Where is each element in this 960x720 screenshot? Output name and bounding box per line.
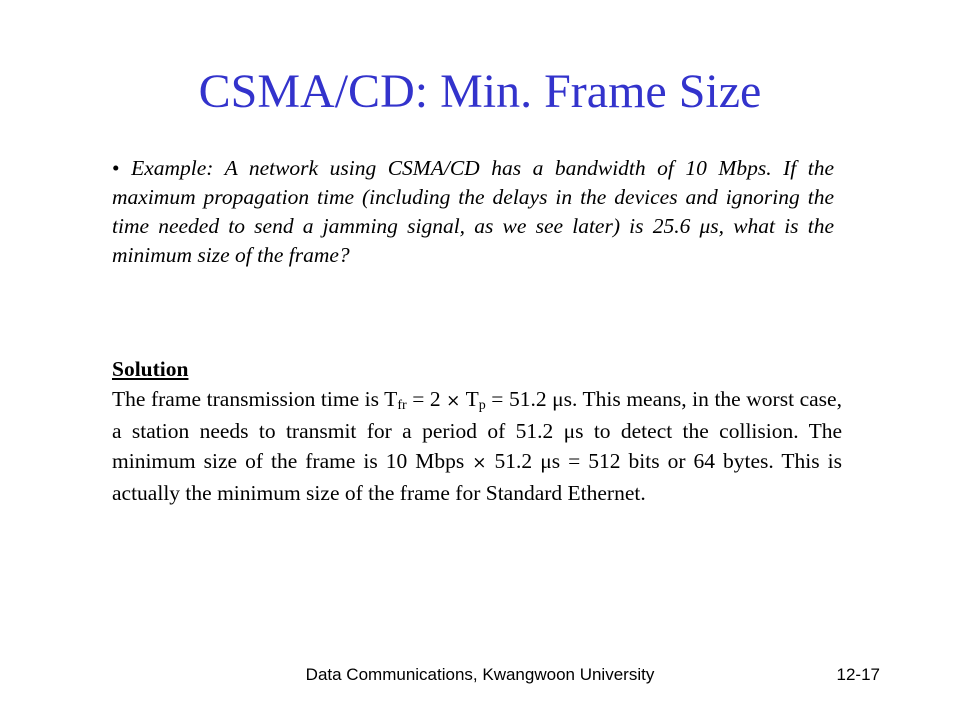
solution-body — [112, 384, 842, 508]
solution-text-4: = 51.2 μs. This means, in the worst case, a station needs to transmit for a period of 51.2 μs to detect the collision. The minimum size of the frame is 10 Mbps — [112, 387, 842, 473]
solution-text-5: 51.2 μs = 512 bits or 64 bytes. This is actually the minimum size of the frame for Standard Ethernet. — [112, 449, 842, 505]
solution-text-1: The frame transmission time is T — [112, 387, 398, 411]
example-paragraph — [112, 154, 834, 270]
solution-block — [112, 354, 842, 508]
footer-page-number: 12-17 — [836, 665, 880, 684]
bullet-icon: • — [112, 156, 120, 180]
solution-heading: Solution — [112, 357, 189, 381]
subscript-p: p — [478, 398, 486, 413]
multiply-sign-2: × — [472, 453, 487, 473]
subscript-fr: fr — [397, 398, 407, 413]
solution-text-3: T — [460, 387, 479, 411]
footer-course: Data Communications, Kwangwoon University — [305, 665, 655, 684]
slide-title: CSMA/CD: Min. Frame Size — [198, 65, 762, 118]
example-text: Example: A network using CSMA/CD has a bandwidth of 10 Mbps. If the maximum propagation time (including the delays in the devices and ignoring the time needed to send a jamming signal, as we see later) is 25.6 μs, what is the minimum size of the frame? — [112, 156, 835, 267]
multiply-sign: × — [446, 391, 461, 411]
solution-text-2: = 2 — [406, 387, 447, 411]
